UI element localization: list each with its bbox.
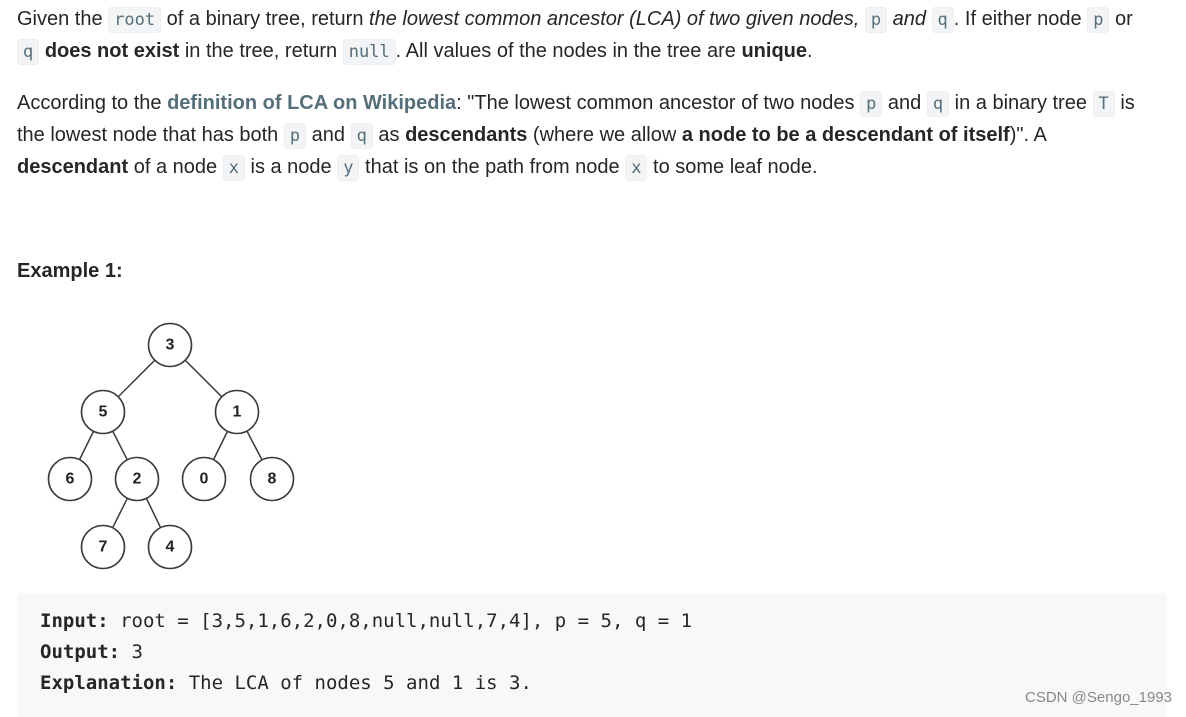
wikipedia-link[interactable]: definition of LCA on Wikipedia xyxy=(167,92,457,114)
code-root: root xyxy=(108,7,161,33)
output-line: Output: 3 xyxy=(40,641,143,663)
code-q: q xyxy=(932,7,954,33)
tree-node xyxy=(82,526,125,569)
svg-text:7: 7 xyxy=(98,538,108,556)
code-p: p xyxy=(1087,7,1109,33)
svg-text:4: 4 xyxy=(165,538,175,556)
code-p: p xyxy=(284,123,306,149)
tree-node xyxy=(82,391,125,434)
tree-node xyxy=(216,391,259,434)
lca-definition: According to the definition of LCA on Wikipedia: "The lowest common ancestor of two nodes p and q in a binary tree T is the lowest node that has both p and q as descendants (where we allow a node to be a descendant of itself)". A descendant of a node x is a node y that is on the path from node x to some leaf node. xyxy=(17,88,1157,184)
tree-node xyxy=(183,458,226,501)
tree-node xyxy=(149,526,192,569)
tree-node xyxy=(149,324,192,367)
tree-node xyxy=(49,458,92,501)
code-p: p xyxy=(860,91,882,117)
svg-text:5: 5 xyxy=(98,403,108,421)
tree-node xyxy=(251,458,294,501)
svg-text:8: 8 xyxy=(267,470,277,488)
example-title: Example 1: xyxy=(17,260,123,282)
code-null: null xyxy=(343,39,396,65)
code-x: x xyxy=(625,155,647,181)
code-T: T xyxy=(1093,91,1115,117)
code-q: q xyxy=(351,123,373,149)
explanation-line: Explanation: The LCA of nodes 5 and 1 is 3. xyxy=(40,672,532,694)
code-q: q xyxy=(927,91,949,117)
code-p: p xyxy=(865,7,887,33)
code-y: y xyxy=(337,155,359,181)
svg-text:0: 0 xyxy=(199,470,209,488)
svg-text:6: 6 xyxy=(65,470,75,488)
problem-description: Given the root of a binary tree, return the lowest common ancestor (LCA) of two given nodes, p and q . If either node p or q does not exist in the tree, return null . All values of the nodes in the tree are unique. xyxy=(17,4,1157,68)
code-x: x xyxy=(223,155,245,181)
example-code-block xyxy=(17,593,1167,717)
watermark: CSDN @Sengo_1993 xyxy=(1025,689,1172,706)
svg-text:1: 1 xyxy=(232,403,242,421)
svg-text:3: 3 xyxy=(165,336,175,354)
input-line: Input: root = [3,5,1,6,2,0,8,null,null,7,4], p = 5, q = 1 xyxy=(40,610,693,632)
binary-tree-diagram xyxy=(40,315,300,577)
tree-node xyxy=(116,458,159,501)
code-q: q xyxy=(17,39,39,65)
svg-text:2: 2 xyxy=(132,470,142,488)
